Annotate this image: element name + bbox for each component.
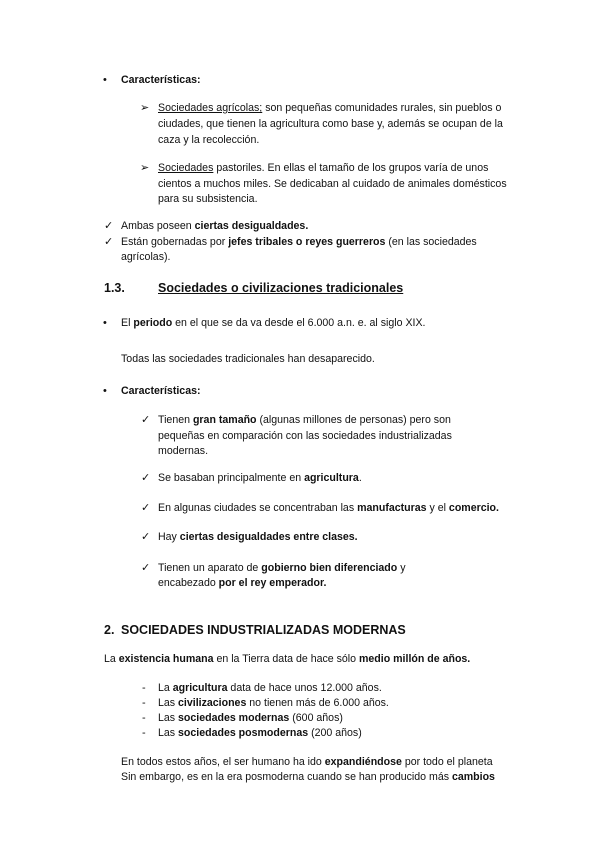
arrow-bullet-icon: ➢ xyxy=(140,162,150,174)
paragraph-line2: Sin embargo, es en la era posmoderna cuando se han producido más cambios xyxy=(121,771,495,783)
sociedades-agricolas-line1: Sociedades agrícolas; son pequeñas comunidades rurales, sin pueblos o xyxy=(158,102,502,114)
dash-marker: - xyxy=(142,682,146,694)
dash-marker: - xyxy=(142,697,146,709)
sociedades-agricolas-line3: caza y la recolección. xyxy=(158,134,260,146)
dash-marker: - xyxy=(142,727,146,739)
periodo-line: El periodo en el que se da va desde el 6.000 a.n. e. al siglo XIX. xyxy=(121,317,426,329)
section-title: Sociedades o civilizaciones tradicionales xyxy=(158,281,404,295)
check-icon: ✓ xyxy=(104,220,114,232)
sociedades-agricolas-line2: ciudades, que tienen la agricultura como base y, además se ocupan de la xyxy=(158,118,503,130)
item-gran-tamano-line2: pequeñas en comparación con las sociedades industrializadas xyxy=(158,430,452,442)
bullet-marker: • xyxy=(103,385,107,397)
paragraph-line1: En todos estos años, el ser humano ha ido expandiéndose por todo el planeta xyxy=(121,756,493,768)
list-item: Las sociedades posmodernas (200 años) xyxy=(158,727,362,739)
list-item: Las sociedades modernas (600 años) xyxy=(158,712,343,724)
intro-line: La existencia humana en la Tierra data de hace sólo medio millón de años. xyxy=(104,653,471,665)
note-line: Todas las sociedades tradicionales han desaparecido. xyxy=(121,353,375,365)
bullet-marker: • xyxy=(103,317,107,329)
list-item: Las civilizaciones no tienen más de 6.000 años. xyxy=(158,697,389,709)
caracteristicas-heading: Características: xyxy=(121,74,201,86)
check-icon: ✓ xyxy=(141,562,151,574)
item-gran-tamano-line3: modernas. xyxy=(158,445,209,457)
list-item: La agricultura data de hace unos 12.000 años. xyxy=(158,682,382,694)
check-icon: ✓ xyxy=(141,531,151,543)
dash-marker: - xyxy=(142,712,146,724)
item-agricultura: Se basaban principalmente en agricultura. xyxy=(158,472,362,484)
check-icon: ✓ xyxy=(141,472,151,484)
item-manufacturas: En algunas ciudades se concentraban las manufacturas y el comercio. xyxy=(158,502,499,514)
item-gobierno-line1: Tienen un aparato de gobierno bien diferenciado y xyxy=(158,562,406,574)
item-gobierno-line2: encabezado por el rey emperador. xyxy=(158,577,327,589)
bullet-marker: • xyxy=(103,74,107,86)
check-item-desigualdades: Ambas poseen ciertas desigualdades. xyxy=(121,220,309,232)
check-item-gobernadas-line2: agrícolas). xyxy=(121,251,171,263)
section-number: 1.3. xyxy=(104,281,125,295)
caracteristicas-heading: Características: xyxy=(121,385,201,397)
check-icon: ✓ xyxy=(141,414,151,426)
item-gran-tamano-line1: Tienen gran tamaño (algunas millones de personas) pero son xyxy=(158,414,451,426)
check-icon: ✓ xyxy=(141,502,151,514)
sociedades-pastoriles-line2: cientos a muchos miles. Se dedicaban al cuidado de animales domésticos xyxy=(158,178,507,190)
arrow-bullet-icon: ➢ xyxy=(140,102,150,114)
item-desigualdades-clases: Hay ciertas desigualdades entre clases. xyxy=(158,531,358,543)
section2-title: SOCIEDADES INDUSTRIALIZADAS MODERNAS xyxy=(121,623,406,637)
sociedades-pastoriles-line1: Sociedades pastoriles. En ellas el tamaño de los grupos varía de unos xyxy=(158,162,489,174)
check-item-gobernadas: Están gobernadas por jefes tribales o reyes guerreros (en las sociedades xyxy=(121,236,477,248)
section2-number: 2. xyxy=(104,623,115,637)
check-icon: ✓ xyxy=(104,236,114,248)
sociedades-pastoriles-line3: para su subsistencia. xyxy=(158,193,258,205)
